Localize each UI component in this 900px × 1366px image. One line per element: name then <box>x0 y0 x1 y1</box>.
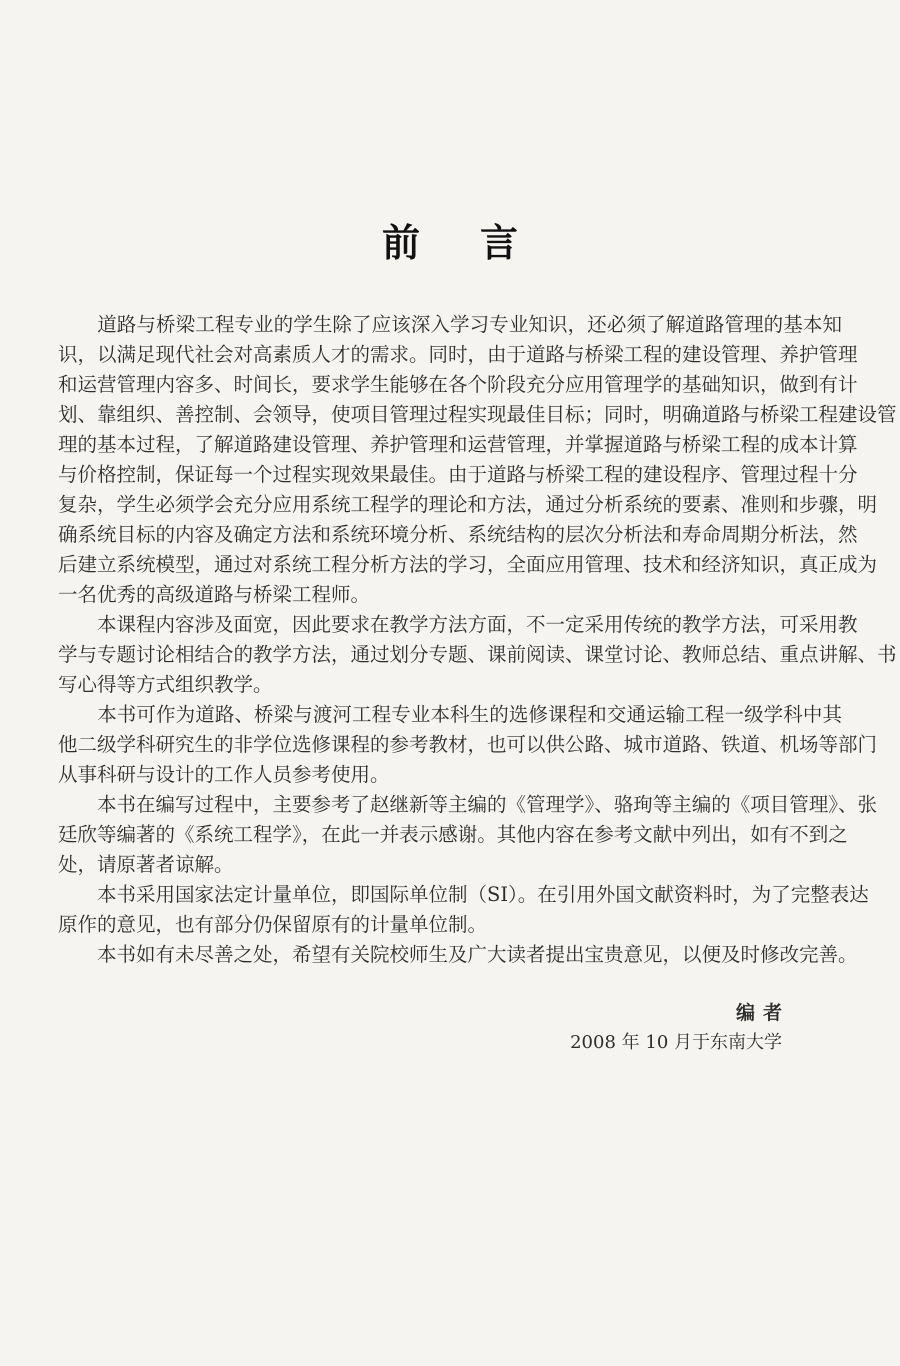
text-line: 从事科研与设计的工作人员参考使用。 <box>58 763 390 786</box>
text-line: 处，请原著者谅解。 <box>58 853 234 876</box>
text-line: 划、靠组织、善控制、会领导，使项目管理过程实现最佳目标；同时，明确道路与桥梁工程建设管 <box>58 403 897 426</box>
text-line: 理的基本过程，了解道路建设管理、养护管理和运营管理，并掌握道路与桥梁工程的成本计算 <box>58 433 858 456</box>
text-line: 他二级学科研究生的非学位选修课程的参考教材，也可以供公路、城市道路、铁道、机场等部门 <box>58 733 878 756</box>
text-line: 和运营管理内容多、时间长，要求学生能够在各个阶段充分应用管理学的基础知识，做到有计 <box>58 373 858 396</box>
date-line: 2008 年 10 月于东南大学 <box>570 1032 782 1053</box>
text-line: 原作的意见，也有部分仍保留原有的计量单位制。 <box>58 913 488 936</box>
text-line: 与价格控制，保证每一个过程实现效果最佳。由于道路与桥梁工程的建设程序、管理过程十分 <box>58 463 858 486</box>
text-line: 本书可作为道路、桥梁与渡河工程专业本科生的选修课程和交通运输工程一级学科中其 <box>58 703 842 726</box>
text-line: 一名优秀的高级道路与桥梁工程师。 <box>58 583 371 606</box>
text-line: 写心得等方式组织教学。 <box>58 673 273 696</box>
text-line: 本书在编写过程中，主要参考了赵继新等主编的《管理学》、骆珣等主编的《项目管理》、张 <box>58 793 878 816</box>
preface-body <box>58 310 897 970</box>
paragraph <box>58 790 878 880</box>
text-line: 学与专题讨论相结合的教学方法，通过划分专题、课前阅读、课堂讨论、教师总结、重点讲解、书 <box>58 643 897 666</box>
text-line: 复杂，学生必须学会充分应用系统工程学的理论和方法，通过分析系统的要素、准则和步骤，明 <box>58 493 878 516</box>
text-line: 识，以满足现代社会对高素质人才的需求。同时，由于道路与桥梁工程的建设管理、养护管理 <box>58 343 858 366</box>
text-line: 本书采用国家法定计量单位，即国际单位制（SI）。在引用外国文献资料时，为了完整表达 <box>58 883 869 906</box>
text-line: 道路与桥梁工程专业的学生除了应该深入学习专业知识，还必须了解道路管理的基本知 <box>58 313 842 336</box>
author-signature: 编者 <box>735 1002 790 1024</box>
text-line: 后建立系统模型，通过对系统工程分析方法的学习，全面应用管理、技术和经济知识，真正成为 <box>58 553 878 576</box>
text-line: 廷欣等编著的《系统工程学》，在此一并表示感谢。其他内容在参考文献中列出，如有不到之 <box>58 823 848 846</box>
paragraph <box>58 940 858 970</box>
paragraph <box>58 310 897 610</box>
paragraph <box>58 610 897 700</box>
page-title: 前言 <box>381 221 578 265</box>
text-line: 确系统目标的内容及确定方法和系统环境分析、系统结构的层次分析法和寿命周期分析法，然 <box>58 523 858 546</box>
paragraph <box>58 880 869 940</box>
text-line: 本书如有未尽善之处，希望有关院校师生及广大读者提出宝贵意见，以便及时修改完善。 <box>58 943 858 966</box>
paragraph <box>58 700 878 790</box>
text-line: 本课程内容涉及面宽，因此要求在教学方法方面，不一定采用传统的教学方法，可采用教 <box>58 613 858 636</box>
